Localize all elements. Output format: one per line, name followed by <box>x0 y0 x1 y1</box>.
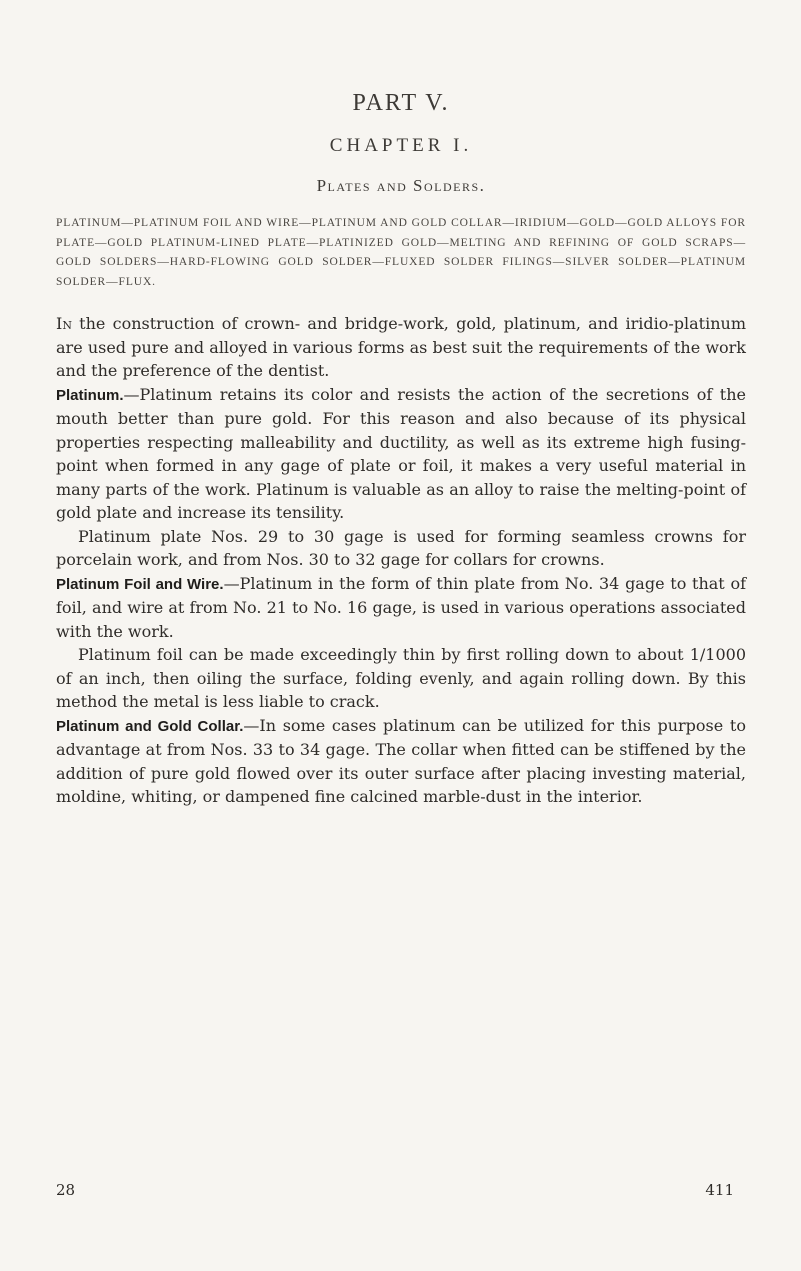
chapter-synopsis: PLATINUM—PLATINUM FOIL AND WIRE—PLATINUM AND GOLD COLLAR—IRIDIUM—GOLD—GOLD ALLOYS FOR PLATE—GOLD PLATINUM-LINED PLATE—PLATINIZED GOLD—MELTING AND REFINING OF GOLD SCRAPS—GOLD SOLDERS—HARD-FLOWING GOLD SOLDER—FLUXED SOLDER FILINGS—SILVER SOLDER—PLATINUM SOLDER—FLUX. <box>56 217 746 288</box>
paragraph-platinum-plate <box>56 525 746 572</box>
intro-dropcap: In <box>56 314 72 333</box>
chapter-title: Plates and Solders. <box>316 176 486 195</box>
section-text: Platinum plate Nos. 29 to 30 gage is used for forming seamless crowns for porcelain work, and from Nos. 30 to 32 gage for collars for crowns. <box>56 526 746 569</box>
section-platinum <box>56 383 746 525</box>
section-heading: Platinum. <box>56 386 124 404</box>
paragraph-platinum-foil <box>56 643 746 714</box>
part-heading: PART V. <box>352 90 450 116</box>
page-number: 411 <box>705 1181 734 1199</box>
section-text: —Platinum retains its color and resists the action of the secretions of the mouth better than pure gold. For this reason and also because of its physical properties respecting malleability and ductility, as well as its extreme high fusing-point when formed in any gage of plate or foil, it makes a very useful material in many parts of the work. Platinum is valuable as an alloy to raise the melting-point of gold plate and increase its tensility. <box>56 384 746 522</box>
chapter-heading: CHAPTER I. <box>329 135 473 156</box>
section-platinum-gold-collar <box>56 714 746 809</box>
section-text: —In some cases platinum can be utilized for this purpose to advantage at from Nos. 33 to 34 gage. The collar when fitted can be stiffened by the addition of pure gold flowed over its outer surface after placing investing material, moldine, whiting, or dampened fine calcined marble-dust in the interior. <box>56 715 746 806</box>
section-platinum-foil-wire <box>56 572 746 644</box>
signature-mark: 28 <box>56 1181 76 1199</box>
intro-paragraph <box>56 312 746 383</box>
section-heading: Platinum Foil and Wire. <box>56 575 224 593</box>
section-heading: Platinum and Gold Collar. <box>56 717 244 735</box>
body-text <box>56 312 746 809</box>
section-text: —Platinum in the form of thin plate from No. 34 gage to that of foil, and wire at from No. 21 to No. 16 gage, is used in various operations associated with the work. <box>56 573 746 641</box>
page-footer <box>56 1181 746 1203</box>
intro-text: the construction of crown- and bridge-work, gold, platinum, and iridio-platinum are used pure and alloyed in various forms as best suit the requirements of the work and the preference of the dentist. <box>56 314 746 380</box>
section-text: Platinum foil can be made exceedingly thin by first rolling down to about 1/1000 of an inch, then oiling the surface, folding evenly, and again rolling down. By this method the metal is less liable to crack. <box>56 645 746 711</box>
